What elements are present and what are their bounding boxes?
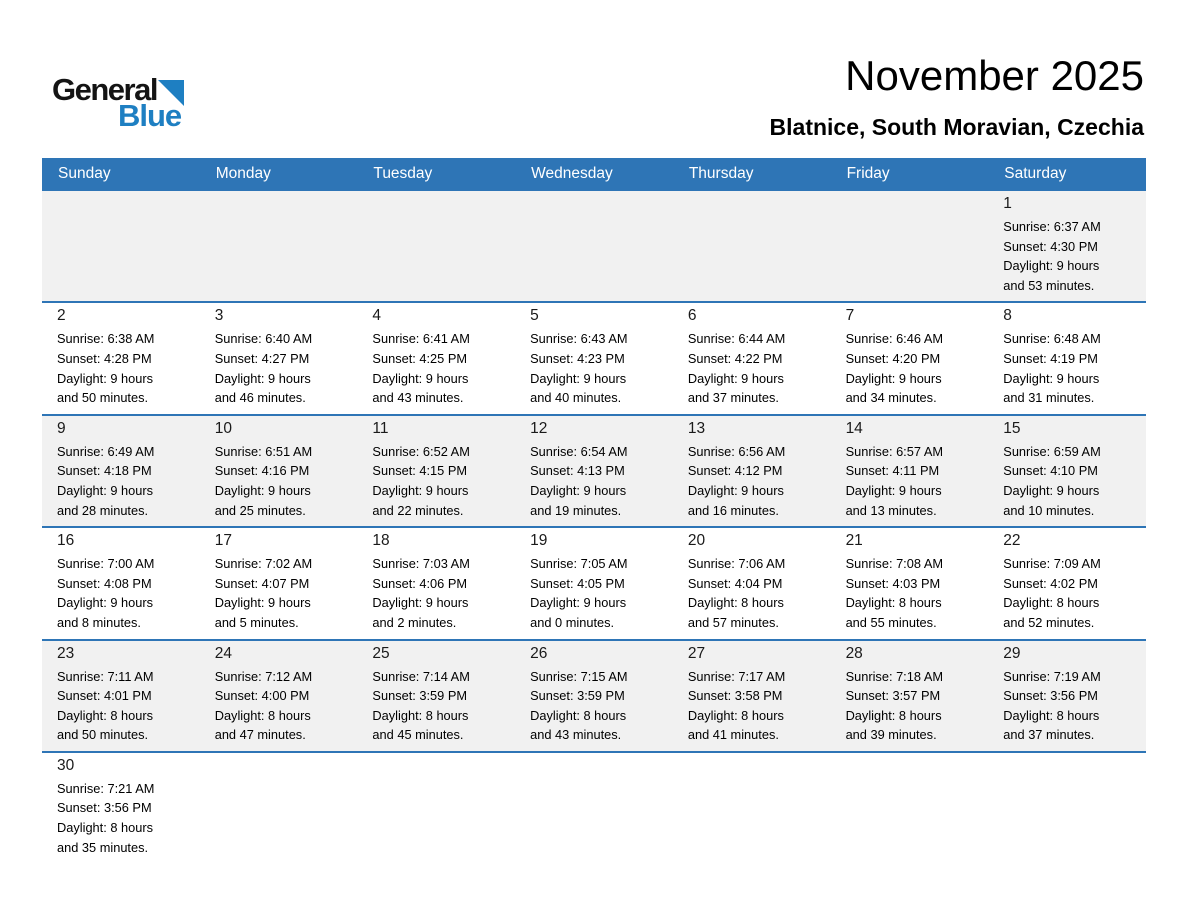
day-cell-26 <box>515 641 673 751</box>
sunrise-text: Sunrise: 7:11 AM <box>57 668 154 684</box>
daylight-text-line2: and 8 minutes. <box>57 614 141 630</box>
daylight-text-line1: Daylight: 9 hours <box>845 482 942 498</box>
month-title: November 2025 <box>845 52 1144 99</box>
sunset-text: Sunset: 4:12 PM <box>687 463 783 479</box>
daylight-text-line1: Daylight: 9 hours <box>57 595 154 611</box>
sunrise-text: Sunrise: 6:38 AM <box>57 331 155 347</box>
empty-day-cell <box>515 753 673 863</box>
sunrise-text: Sunrise: 6:54 AM <box>530 443 628 459</box>
sunset-text: Sunset: 4:23 PM <box>530 350 625 366</box>
sunset-text: Sunset: 3:57 PM <box>845 688 941 704</box>
daylight-text-line2: and 43 minutes. <box>530 727 622 743</box>
daylight-text-line2: and 50 minutes. <box>57 727 149 743</box>
sunrise-text: Sunrise: 6:59 AM <box>1003 443 1101 459</box>
day-number: 20 <box>687 532 706 550</box>
daylight-text-line1: Daylight: 8 hours <box>845 595 942 611</box>
sunset-text: Sunset: 4:20 PM <box>845 350 941 366</box>
sunrise-text: Sunrise: 6:56 AM <box>687 443 786 459</box>
sunset-text: Sunset: 3:58 PM <box>687 688 783 704</box>
daylight-text-line2: and 53 minutes. <box>1003 277 1095 293</box>
sunrise-text: Sunrise: 7:09 AM <box>1003 556 1101 572</box>
daylight-text-line2: and 57 minutes. <box>687 614 779 630</box>
sunset-text: Sunset: 4:07 PM <box>214 575 310 591</box>
day-number: 7 <box>845 307 855 325</box>
day-cell-10 <box>200 416 358 526</box>
daylight-text-line2: and 35 minutes. <box>57 839 149 855</box>
sunrise-text: Sunrise: 6:49 AM <box>57 443 155 459</box>
sunrise-text: Sunrise: 6:41 AM <box>372 331 470 347</box>
sunrise-text: Sunrise: 6:52 AM <box>372 443 470 459</box>
sunrise-text: Sunrise: 7:02 AM <box>214 556 313 572</box>
day-cell-9 <box>42 416 200 526</box>
sunrise-text: Sunrise: 7:00 AM <box>57 556 155 572</box>
daylight-text-line1: Daylight: 8 hours <box>687 595 784 611</box>
daylight-text-line2: and 55 minutes. <box>845 614 937 630</box>
day-cell-27 <box>673 641 831 751</box>
daylight-text-line2: and 47 minutes. <box>214 727 306 743</box>
daylight-text-line2: and 37 minutes. <box>1003 727 1095 743</box>
day-number: 16 <box>57 532 75 550</box>
sunrise-text: Sunrise: 6:51 AM <box>214 443 313 459</box>
empty-day-cell <box>831 191 989 301</box>
day-cell-14 <box>831 416 989 526</box>
day-number: 25 <box>372 644 390 662</box>
sunset-text: Sunset: 4:10 PM <box>1003 463 1098 479</box>
daylight-text-line1: Daylight: 8 hours <box>57 707 154 723</box>
sunrise-text: Sunrise: 7:15 AM <box>530 668 628 684</box>
daylight-text-line2: and 16 minutes. <box>687 502 779 518</box>
daylight-text-line1: Daylight: 8 hours <box>845 707 942 723</box>
daylight-text-line1: Daylight: 8 hours <box>530 707 627 723</box>
sunrise-text: Sunrise: 6:40 AM <box>214 331 313 347</box>
daylight-text-line2: and 37 minutes. <box>687 390 779 406</box>
day-number: 12 <box>530 419 548 437</box>
daylight-text-line1: Daylight: 9 hours <box>214 370 311 386</box>
day-cell-21 <box>831 528 989 638</box>
day-cell-7 <box>831 303 989 413</box>
daylight-text-line2: and 52 minutes. <box>1003 614 1095 630</box>
weekday-label-sunday: Sunday <box>58 165 111 182</box>
day-number: 21 <box>845 532 863 550</box>
daylight-text-line1: Daylight: 9 hours <box>57 482 154 498</box>
daylight-text-line2: and 45 minutes. <box>372 727 464 743</box>
day-cell-16 <box>42 528 200 638</box>
logo-text-general: General <box>52 72 157 107</box>
sunset-text: Sunset: 4:22 PM <box>687 350 783 366</box>
daylight-text-line1: Daylight: 9 hours <box>845 370 942 386</box>
daylight-text-line2: and 0 minutes. <box>530 614 615 630</box>
sunrise-text: Sunrise: 7:03 AM <box>372 556 470 572</box>
sunrise-text: Sunrise: 7:21 AM <box>57 780 155 796</box>
sunset-text: Sunset: 4:16 PM <box>214 463 310 479</box>
day-number: 14 <box>845 419 863 437</box>
empty-day-cell <box>673 753 831 863</box>
daylight-text-line1: Daylight: 8 hours <box>372 707 469 723</box>
day-number: 24 <box>214 644 232 662</box>
day-cell-5 <box>515 303 673 413</box>
weekday-header-row <box>42 158 1146 189</box>
day-cell-29 <box>988 641 1146 751</box>
general-blue-logo <box>52 74 184 131</box>
weekday-label-thursday: Thursday <box>688 165 754 182</box>
day-number: 19 <box>530 532 548 550</box>
day-cell-28 <box>831 641 989 751</box>
daylight-text-line1: Daylight: 9 hours <box>530 370 627 386</box>
week-row-2 <box>42 301 1146 413</box>
daylight-text-line2: and 2 minutes. <box>372 614 457 630</box>
daylight-text-line1: Daylight: 8 hours <box>687 707 784 723</box>
week-row-6 <box>42 751 1146 863</box>
week-row-4 <box>42 526 1146 638</box>
sunrise-text: Sunrise: 7:14 AM <box>372 668 470 684</box>
sunrise-text: Sunrise: 7:19 AM <box>1003 668 1101 684</box>
day-cell-18 <box>357 528 515 638</box>
day-cell-24 <box>200 641 358 751</box>
empty-day-cell <box>357 191 515 301</box>
sunset-text: Sunset: 3:56 PM <box>57 800 152 816</box>
empty-day-cell <box>988 753 1146 863</box>
daylight-text-line2: and 13 minutes. <box>845 502 937 518</box>
day-number: 6 <box>687 307 697 325</box>
daylight-text-line1: Daylight: 9 hours <box>57 370 154 386</box>
day-number: 15 <box>1003 419 1021 437</box>
sunrise-text: Sunrise: 7:06 AM <box>687 556 786 572</box>
daylight-text-line2: and 28 minutes. <box>57 502 149 518</box>
daylight-text-line2: and 31 minutes. <box>1003 390 1095 406</box>
weekday-label-friday: Friday <box>846 165 890 182</box>
daylight-text-line2: and 5 minutes. <box>214 614 299 630</box>
weekday-label-wednesday: Wednesday <box>531 165 613 182</box>
day-cell-4 <box>357 303 515 413</box>
empty-day-cell <box>42 191 200 301</box>
day-number: 30 <box>57 756 75 774</box>
day-number: 8 <box>1003 307 1012 325</box>
sunset-text: Sunset: 4:00 PM <box>214 688 310 704</box>
calendar-table <box>42 158 1146 863</box>
daylight-text-line1: Daylight: 9 hours <box>687 370 784 386</box>
day-cell-6 <box>673 303 831 413</box>
week-row-5 <box>42 639 1146 751</box>
sunset-text: Sunset: 4:11 PM <box>845 463 940 479</box>
daylight-text-line1: Daylight: 9 hours <box>214 482 311 498</box>
sunrise-text: Sunrise: 7:17 AM <box>687 668 786 684</box>
daylight-text-line1: Daylight: 9 hours <box>530 595 627 611</box>
weeks-container <box>42 189 1146 863</box>
logo-text-blue: Blue <box>118 98 182 133</box>
daylight-text-line2: and 46 minutes. <box>214 390 306 406</box>
day-number: 5 <box>530 307 539 325</box>
page-header <box>0 0 1188 158</box>
daylight-text-line2: and 34 minutes. <box>845 390 937 406</box>
day-cell-30 <box>42 753 200 863</box>
day-cell-3 <box>200 303 358 413</box>
sunset-text: Sunset: 4:28 PM <box>57 350 152 366</box>
empty-day-cell <box>357 753 515 863</box>
weekday-label-saturday: Saturday <box>1004 165 1067 182</box>
empty-day-cell <box>200 191 358 301</box>
day-number: 29 <box>1003 644 1021 662</box>
sunset-text: Sunset: 4:27 PM <box>214 350 310 366</box>
sunrise-text: Sunrise: 6:48 AM <box>1003 331 1101 347</box>
sunset-text: Sunset: 3:59 PM <box>530 688 625 704</box>
day-number: 28 <box>845 644 863 662</box>
daylight-text-line1: Daylight: 9 hours <box>1003 258 1100 274</box>
daylight-text-line1: Daylight: 9 hours <box>214 595 311 611</box>
daylight-text-line1: Daylight: 9 hours <box>1003 370 1100 386</box>
daylight-text-line1: Daylight: 8 hours <box>1003 595 1100 611</box>
empty-day-cell <box>200 753 358 863</box>
sunrise-text: Sunrise: 6:44 AM <box>687 331 786 347</box>
empty-day-cell <box>831 753 989 863</box>
daylight-text-line2: and 22 minutes. <box>372 502 464 518</box>
sunset-text: Sunset: 4:02 PM <box>1003 575 1098 591</box>
sunset-text: Sunset: 4:13 PM <box>530 463 625 479</box>
day-cell-8 <box>988 303 1146 413</box>
sunset-text: Sunset: 4:19 PM <box>1003 350 1098 366</box>
daylight-text-line2: and 50 minutes. <box>57 390 149 406</box>
weekday-label-tuesday: Tuesday <box>373 165 433 182</box>
day-number: 11 <box>372 419 389 437</box>
sunrise-text: Sunrise: 6:43 AM <box>530 331 628 347</box>
day-number: 10 <box>214 419 232 437</box>
sunrise-text: Sunrise: 7:18 AM <box>845 668 944 684</box>
sunset-text: Sunset: 4:15 PM <box>372 463 468 479</box>
daylight-text-line1: Daylight: 9 hours <box>687 482 784 498</box>
empty-day-cell <box>673 191 831 301</box>
day-cell-20 <box>673 528 831 638</box>
day-number: 26 <box>530 644 548 662</box>
daylight-text-line1: Daylight: 9 hours <box>530 482 627 498</box>
daylight-text-line2: and 41 minutes. <box>687 727 779 743</box>
daylight-text-line1: Daylight: 9 hours <box>372 482 469 498</box>
week-row-3 <box>42 414 1146 526</box>
day-number: 22 <box>1003 532 1021 550</box>
day-cell-12 <box>515 416 673 526</box>
day-cell-1 <box>988 191 1146 301</box>
day-number: 4 <box>372 307 382 325</box>
day-number: 17 <box>214 532 232 550</box>
day-number: 18 <box>372 532 390 550</box>
sunset-text: Sunset: 4:08 PM <box>57 575 152 591</box>
daylight-text-line1: Daylight: 9 hours <box>372 595 469 611</box>
day-cell-25 <box>357 641 515 751</box>
daylight-text-line1: Daylight: 9 hours <box>1003 482 1100 498</box>
sunset-text: Sunset: 4:06 PM <box>372 575 468 591</box>
day-number: 13 <box>687 419 706 437</box>
sunrise-text: Sunrise: 7:12 AM <box>214 668 313 684</box>
sunset-text: Sunset: 4:04 PM <box>687 575 783 591</box>
daylight-text-line2: and 40 minutes. <box>530 390 622 406</box>
weekday-label-monday: Monday <box>215 165 271 182</box>
sunrise-text: Sunrise: 6:37 AM <box>1003 219 1101 234</box>
sunset-text: Sunset: 4:30 PM <box>1003 238 1098 254</box>
sunset-text: Sunset: 4:01 PM <box>57 688 152 704</box>
day-cell-11 <box>357 416 515 526</box>
day-cell-23 <box>42 641 200 751</box>
sunrise-text: Sunrise: 7:08 AM <box>845 556 944 572</box>
sunset-text: Sunset: 4:18 PM <box>57 463 152 479</box>
sunset-text: Sunset: 3:56 PM <box>1003 688 1098 704</box>
daylight-text-line1: Daylight: 9 hours <box>372 370 469 386</box>
day-number: 23 <box>57 644 75 662</box>
day-cell-17 <box>200 528 358 638</box>
day-number: 3 <box>214 307 224 325</box>
week-row-1 <box>42 189 1146 301</box>
daylight-text-line1: Daylight: 8 hours <box>214 707 311 723</box>
day-cell-19 <box>515 528 673 638</box>
daylight-text-line2: and 43 minutes. <box>372 390 464 406</box>
day-cell-22 <box>988 528 1146 638</box>
day-cell-13 <box>673 416 831 526</box>
sunrise-text: Sunrise: 6:57 AM <box>845 443 944 459</box>
day-number: 1 <box>1003 195 1012 212</box>
sunrise-text: Sunrise: 6:46 AM <box>845 331 944 347</box>
location-subtitle: Blatnice, South Moravian, Czechia <box>769 114 1144 140</box>
day-number: 9 <box>57 419 66 437</box>
daylight-text-line1: Daylight: 8 hours <box>57 820 154 836</box>
day-number: 2 <box>57 307 66 325</box>
sunset-text: Sunset: 3:59 PM <box>372 688 468 704</box>
empty-day-cell <box>515 191 673 301</box>
sunrise-text: Sunrise: 7:05 AM <box>530 556 628 572</box>
daylight-text-line1: Daylight: 8 hours <box>1003 707 1100 723</box>
sunset-text: Sunset: 4:03 PM <box>845 575 941 591</box>
sunset-text: Sunset: 4:05 PM <box>530 575 625 591</box>
daylight-text-line2: and 19 minutes. <box>530 502 622 518</box>
title-block <box>770 52 1144 141</box>
daylight-text-line2: and 10 minutes. <box>1003 502 1095 518</box>
sunset-text: Sunset: 4:25 PM <box>372 350 468 366</box>
day-cell-2 <box>42 303 200 413</box>
day-number: 27 <box>687 644 706 662</box>
day-cell-15 <box>988 416 1146 526</box>
daylight-text-line2: and 39 minutes. <box>845 727 937 743</box>
daylight-text-line2: and 25 minutes. <box>214 502 306 518</box>
